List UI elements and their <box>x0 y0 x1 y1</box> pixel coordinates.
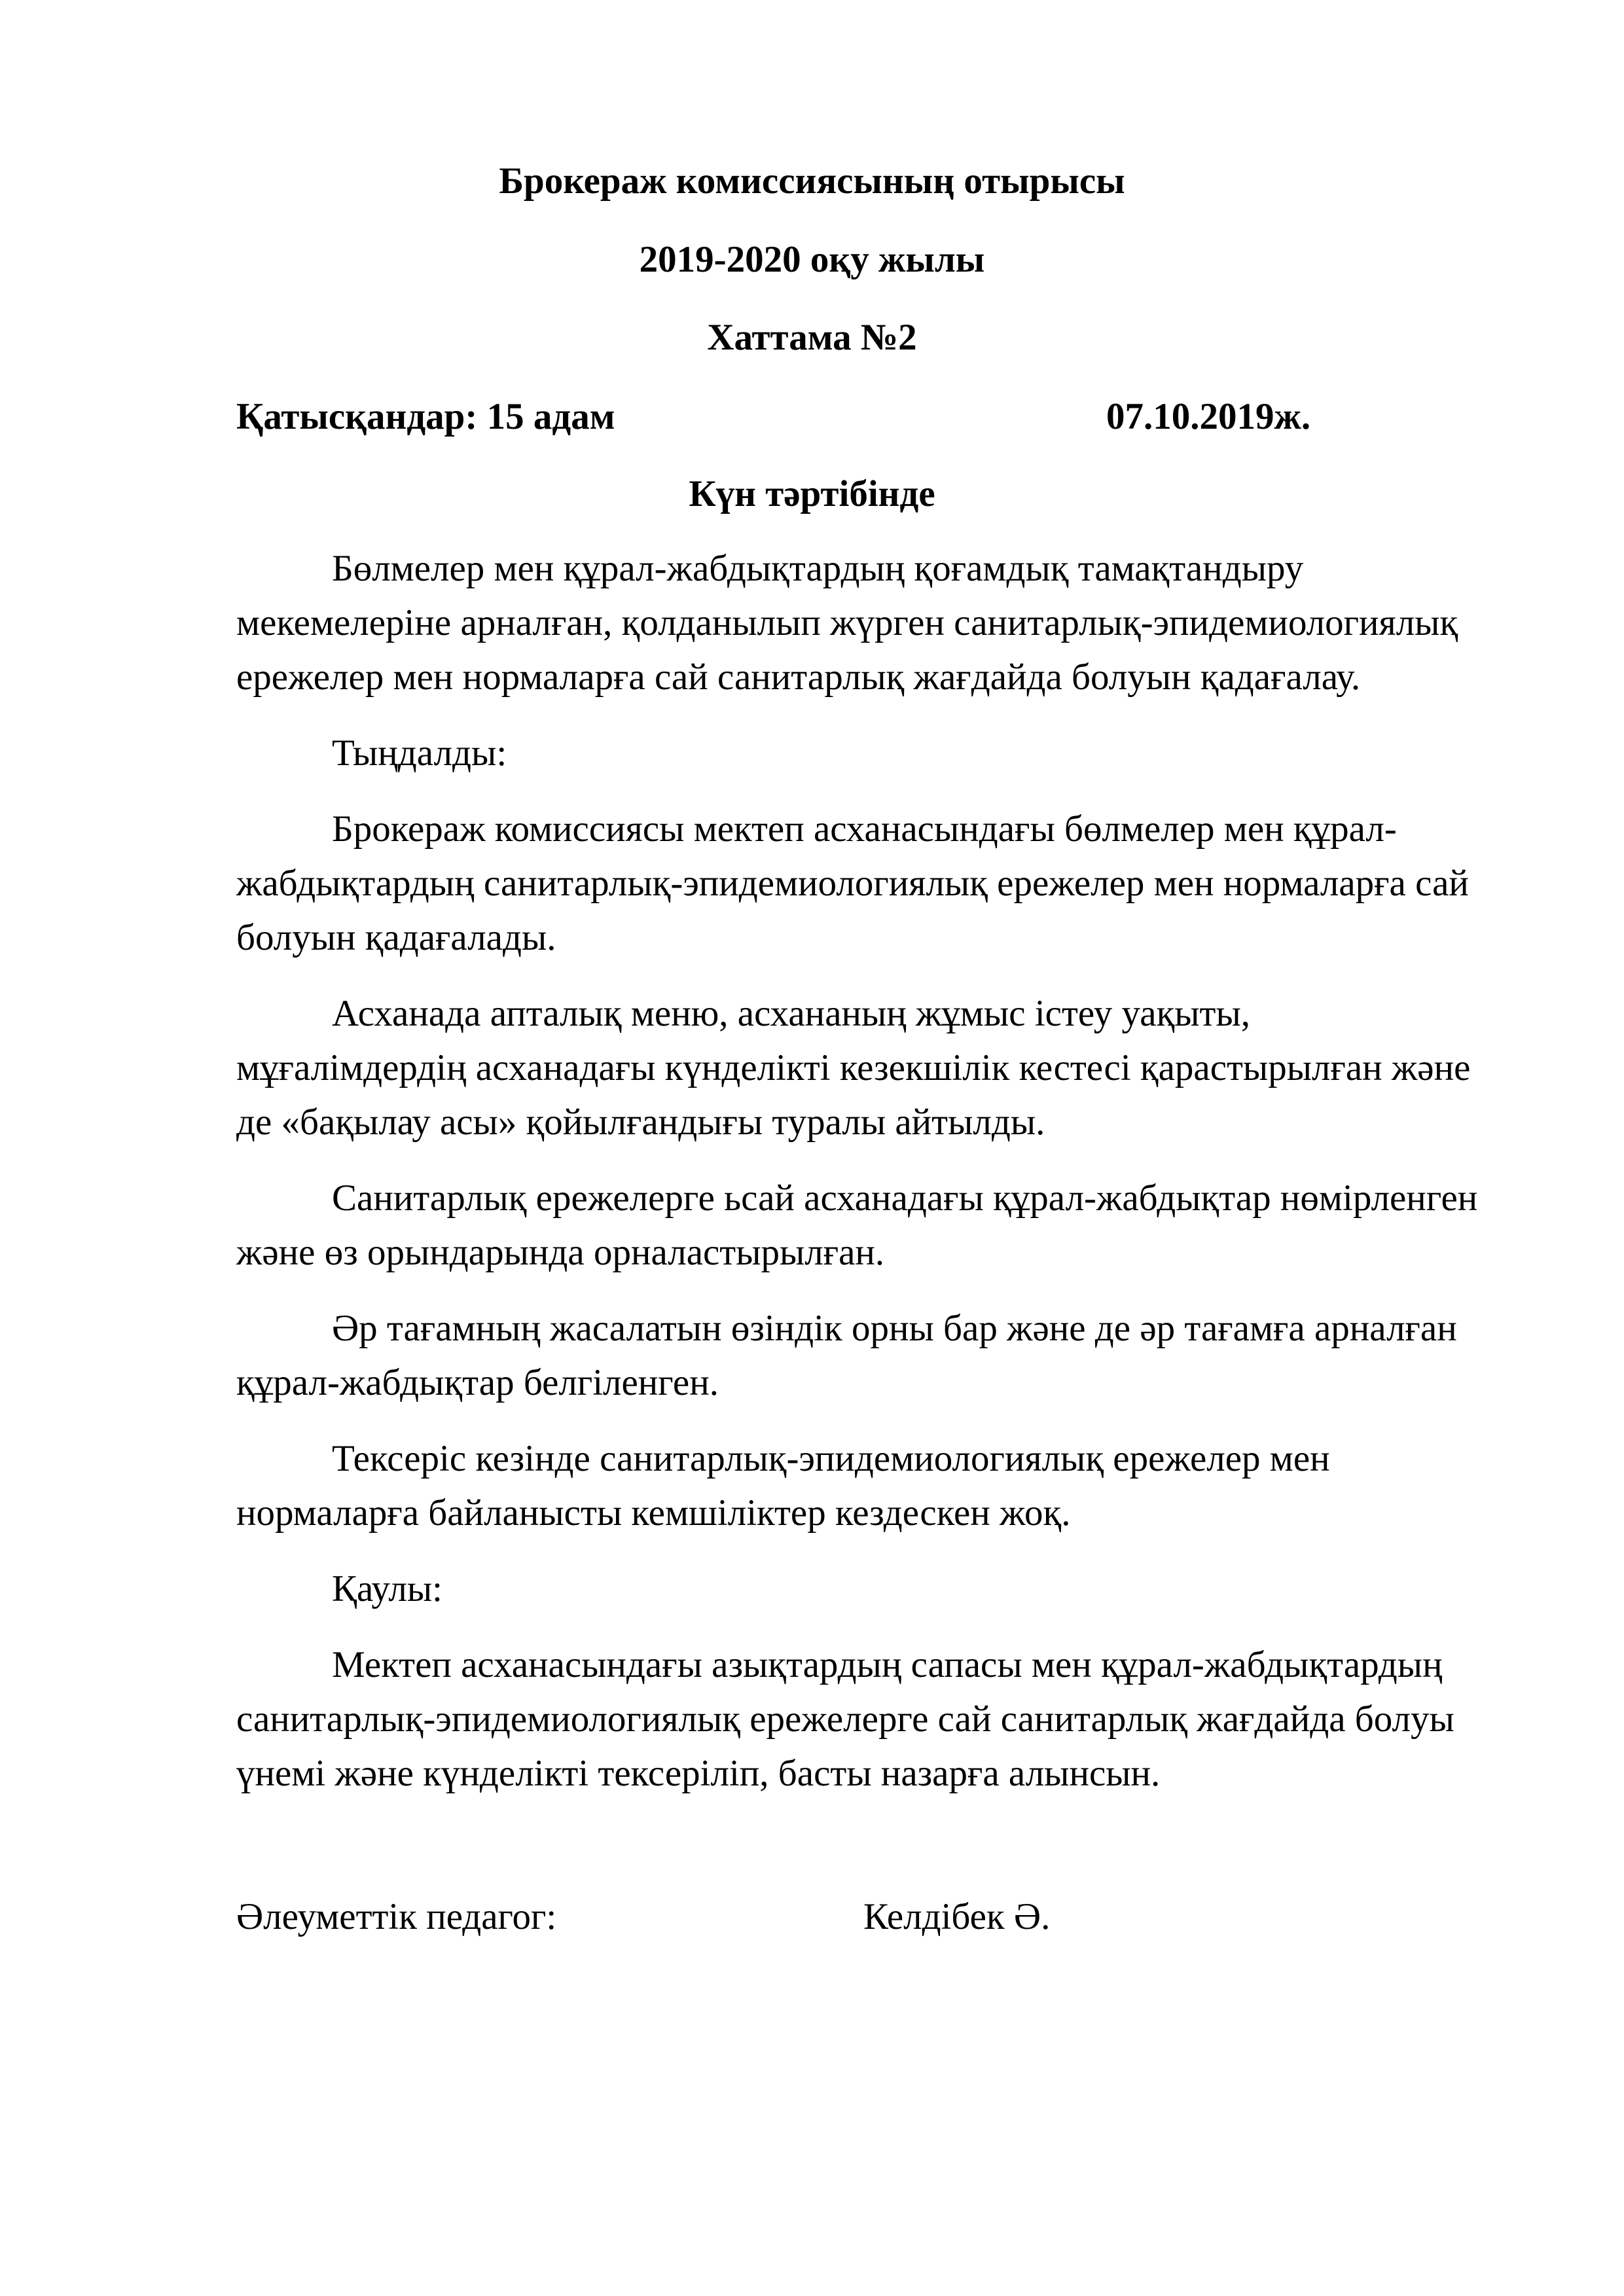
agenda-line: Бөлмелер мен құрал-жабдықтардың қоғамдық тамақтандыру <box>332 548 1304 589</box>
meeting-date: 07.10.2019ж. <box>1106 396 1311 437</box>
heard-p5-line: Тексеріс кезінде санитарлық-эпидемиологиялық ережелер мен <box>332 1438 1330 1479</box>
participants-count: Қатысқандар: 15 адам <box>236 396 615 437</box>
heard-p4-line: құрал-жабдықтар белгіленген. <box>236 1362 719 1403</box>
heard-p2-line: Асханада апталық меню, асхананың жұмыс істеу уақыты, <box>332 993 1251 1034</box>
heard-p3-line: Санитарлық ережелерге ьсай асханадағы құрал-жабдықтар нөмірленген <box>332 1177 1478 1219</box>
resolved-line: үнемі және күнделікті тексеріліп, басты назарға алынсын. <box>236 1753 1161 1794</box>
heard-label: Тыңдалды: <box>332 732 507 774</box>
heard-p2-line: де «бақылау асы» қойылғандығы туралы айтылды. <box>236 1102 1045 1143</box>
heard-p4-line: Әр тағамның жасалатын өзіндік орны бар және де әр тағамға арналған <box>332 1308 1457 1349</box>
heard-p5-line: нормаларға байланысты кемшіліктер кездескен жоқ. <box>236 1492 1071 1534</box>
heard-p2-line: мұғалімдердің асханадағы күнделікті кезекшілік кестесі қарастырылған және <box>236 1047 1471 1088</box>
signature-name: Келдібек Ә. <box>863 1896 1051 1937</box>
academic-year: 2019-2020 оқу жылы <box>639 239 985 280</box>
protocol-number: Хаттама №2 <box>707 317 917 358</box>
agenda-line: мекемелеріне арналған, қолданылып жүрген санитарлық-эпидемиологиялық <box>236 602 1458 643</box>
resolved-label: Қаулы: <box>332 1568 442 1609</box>
heard-p1-line: Брокераж комиссиясы мектеп асханасындағы бөлмелер мен құрал- <box>332 808 1397 850</box>
agenda-heading: Күн тәртібінде <box>689 473 935 514</box>
signature-role: Әлеуметтік педагог: <box>236 1896 557 1937</box>
resolved-line: Мектеп асханасындағы азықтардың сапасы мен құрал-жабдықтардың <box>332 1644 1443 1685</box>
agenda-line: ережелер мен нормаларға сай санитарлық жағдайда болуын қадағалау. <box>236 656 1361 698</box>
heard-p1-line: жабдықтардың санитарлық-эпидемиологиялық ережелер мен нормаларға сай <box>236 863 1469 904</box>
document-title: Брокераж комиссиясының отырысы <box>499 160 1125 202</box>
heard-p1-line: болуын қадағалады. <box>236 917 556 958</box>
heard-p3-line: және өз орындарында орналастырылған. <box>236 1232 885 1273</box>
resolved-line: санитарлық-эпидемиологиялық ережелерге сай санитарлық жағдайда болуы <box>236 1698 1454 1740</box>
